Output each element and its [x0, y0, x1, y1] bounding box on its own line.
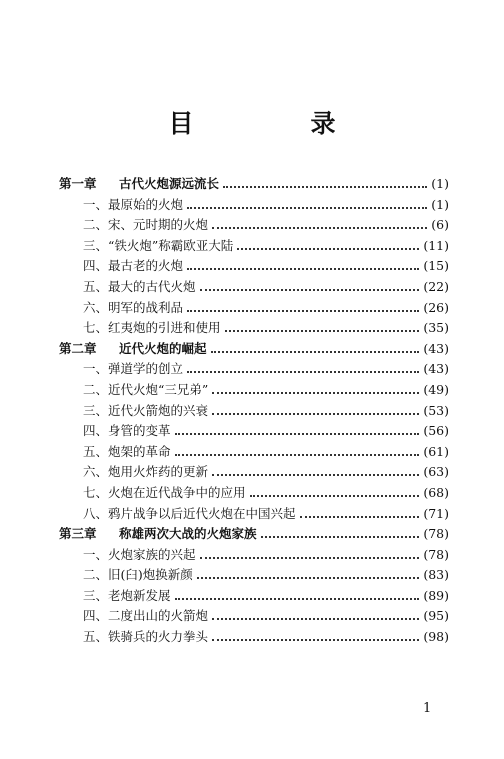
toc-section-entry: [59, 298, 449, 319]
toc-section-entry: [59, 627, 449, 648]
toc-page-number: (78): [423, 526, 449, 542]
toc-entry-label: [83, 483, 246, 504]
dot-leader: [225, 330, 419, 332]
toc-page-number: (98): [423, 629, 449, 645]
toc-page-number: (1): [431, 176, 449, 191]
toc-page-number: (63): [423, 464, 449, 480]
toc-section-entry: [59, 586, 449, 607]
dot-leader: [175, 454, 419, 456]
toc-entry-title: 古代火炮源远流长: [119, 176, 220, 191]
toc-entry-label: [59, 339, 207, 360]
dot-leader: [200, 557, 419, 559]
dot-leader: [212, 618, 419, 620]
toc-entry-label: [83, 606, 208, 627]
toc-chapter-entry: [59, 524, 449, 545]
toc-entry-label: [83, 195, 183, 216]
toc-section-entry: [59, 565, 449, 586]
toc-entry-label: [83, 401, 208, 422]
toc-entry-label: [83, 442, 171, 463]
toc-entry-label: [83, 380, 208, 401]
toc-page-number: (22): [423, 278, 449, 294]
toc-entry-title: 一、火炮家族的兴起: [83, 546, 196, 562]
toc-entry-title: 八、鸦片战争以后近代火炮在中国兴起: [83, 505, 296, 521]
toc-section-entry: [59, 442, 449, 463]
toc-entry-title: 一、弹道学的创立: [83, 361, 184, 377]
toc-entry-title: 称雄两次大战的火炮家族: [119, 526, 257, 542]
dot-leader: [212, 413, 419, 415]
toc-page-number: (43): [423, 340, 449, 356]
dot-leader: [211, 351, 419, 353]
chapter-number: 第二章: [59, 340, 97, 356]
toc-page-number: (56): [423, 423, 449, 439]
toc-page-number: (71): [423, 505, 449, 521]
toc-section-entry: [59, 195, 449, 216]
dot-leader: [187, 207, 427, 209]
toc-entry-title: 七、火炮在近代战争中的应用: [83, 484, 246, 500]
toc-entry-label: [83, 236, 233, 257]
toc-page-number: (68): [423, 484, 449, 500]
toc-entry-title: 七、红夷炮的引进和使用: [83, 320, 221, 336]
toc-page-number: (35): [423, 320, 449, 336]
toc-section-entry: [59, 606, 449, 627]
toc-chapter-entry: [59, 339, 449, 360]
toc-entry-label: [83, 318, 221, 339]
chapter-number: 第一章: [59, 176, 97, 191]
toc-entry-label: [83, 215, 208, 236]
chapter-number: 第三章: [59, 526, 97, 542]
toc-entry-title: 六、炮用火炸药的更新: [83, 464, 209, 480]
dot-leader: [175, 433, 419, 435]
toc-entry-label: [83, 627, 208, 648]
toc-page-number: (83): [423, 567, 449, 583]
dot-leader: [197, 577, 419, 579]
toc-page-number: (49): [423, 381, 449, 397]
toc-entry-label: [83, 462, 208, 483]
toc-entry-label: [83, 565, 193, 586]
page-number: 1: [423, 701, 432, 716]
toc-section-entry: [59, 401, 449, 422]
toc-entry-label: [83, 545, 196, 566]
toc-entry-label: [83, 504, 296, 525]
toc-page-number: (95): [423, 608, 449, 624]
toc-section-entry: [59, 318, 449, 339]
page-title: 目 录: [168, 109, 382, 138]
toc-page-number: (15): [423, 258, 449, 274]
toc-entry-title: 五、铁骑兵的火力拳头: [83, 629, 209, 645]
toc-entry-title: 四、最古老的火炮: [83, 258, 184, 274]
dot-leader: [212, 639, 419, 641]
dot-leader: [187, 268, 419, 270]
toc-section-entry: [59, 380, 449, 401]
toc-section-entry: [59, 256, 449, 277]
toc-entry-label: [59, 174, 219, 195]
dot-leader: [187, 371, 419, 373]
toc-chapter-entry: [59, 174, 449, 195]
toc-page-number: (78): [423, 546, 449, 562]
dot-leader: [237, 248, 419, 250]
toc-entry-label: [59, 524, 257, 545]
toc-page-number: (6): [431, 217, 449, 233]
toc-section-entry: [59, 215, 449, 236]
toc-entry-title: 三、老炮新发展: [83, 587, 171, 603]
dot-leader: [212, 474, 419, 476]
toc-page-number: (89): [423, 587, 449, 603]
toc-entry-title: 五、最大的古代火炮: [83, 278, 196, 294]
dot-leader: [175, 598, 419, 600]
toc-entry-title: 四、二度出山的火箭炮: [83, 608, 209, 624]
toc-page-number: (26): [423, 299, 449, 315]
toc-entry-title: 二、旧(臼)炮换新颜: [83, 567, 193, 583]
table-of-contents: [59, 174, 449, 648]
toc-section-entry: [59, 545, 449, 566]
toc-entry-title: 近代火炮的崛起: [119, 340, 207, 356]
toc-entry-label: [83, 298, 183, 319]
dot-leader: [261, 536, 419, 538]
toc-page-number: (11): [423, 237, 449, 253]
dot-leader: [250, 495, 419, 497]
toc-entry-label: [83, 256, 183, 277]
toc-entry-title: 一、最原始的火炮: [83, 196, 184, 212]
dot-leader: [187, 310, 419, 312]
dot-leader: [212, 392, 419, 394]
toc-section-entry: [59, 462, 449, 483]
toc-page-number: (53): [423, 402, 449, 418]
toc-page-number: (1): [431, 196, 449, 212]
toc-page-number: (43): [423, 361, 449, 377]
toc-section-entry: [59, 421, 449, 442]
dot-leader: [200, 289, 419, 291]
toc-section-entry: [59, 483, 449, 504]
toc-section-entry: [59, 359, 449, 380]
toc-entry-title: 三、“铁火炮”称霸欧亚大陆: [83, 237, 234, 253]
dot-leader: [223, 186, 427, 188]
toc-section-entry: [59, 504, 449, 525]
toc-entry-label: [83, 277, 196, 298]
toc-entry-title: 三、近代火箭炮的兴衰: [83, 402, 209, 418]
toc-entry-label: [83, 359, 183, 380]
toc-entry-title: 二、宋、元时期的火炮: [83, 217, 209, 233]
toc-page-number: (61): [423, 443, 449, 459]
toc-entry-label: [83, 421, 171, 442]
toc-section-entry: [59, 236, 449, 257]
toc-section-entry: [59, 277, 449, 298]
toc-entry-title: 二、近代火炮“三兄弟”: [83, 381, 209, 397]
toc-entry-label: [83, 586, 171, 607]
toc-entry-title: 五、炮架的革命: [83, 443, 171, 459]
dot-leader: [212, 227, 427, 229]
toc-entry-title: 四、身管的变革: [83, 423, 171, 439]
toc-entry-title: 六、明军的战利品: [83, 299, 184, 315]
dot-leader: [300, 516, 419, 518]
